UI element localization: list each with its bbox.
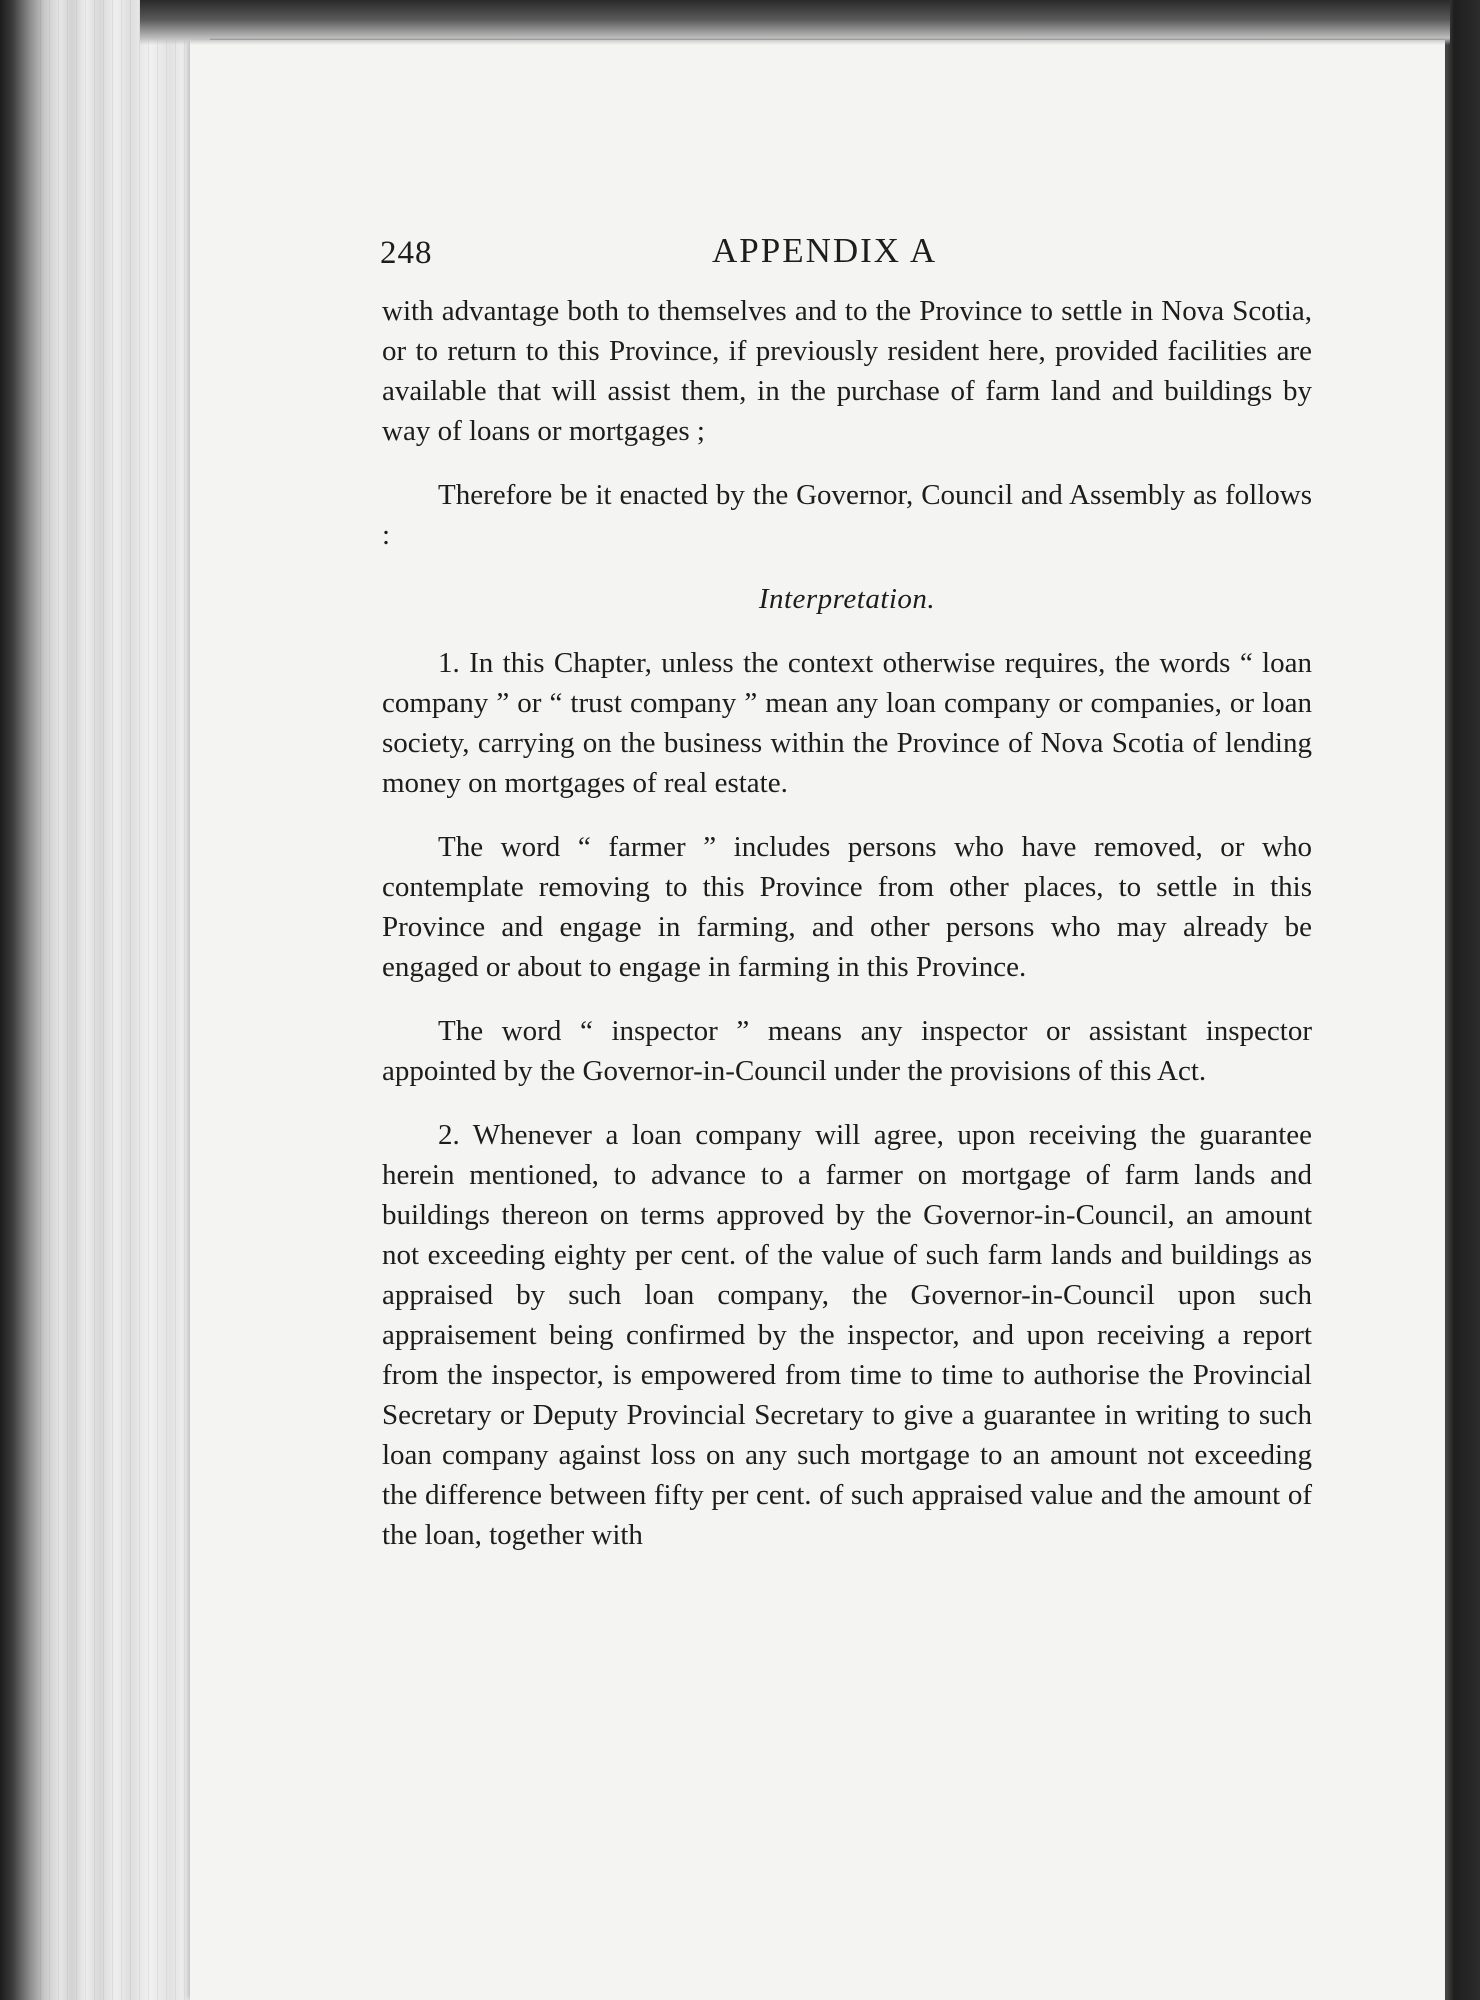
- book-gutter-right: [1440, 0, 1480, 2000]
- page-header: [382, 225, 1312, 285]
- closed-pages-edge: [0, 0, 210, 2000]
- paragraph-continuation: with advantage both to themselves and to the Province to settle in Nova Scotia, or to return to this Province, if previously resident here, provided facilities are available that will assist them, in the purchase of farm land and buildings by way of loans or mortgages ;: [382, 295, 1312, 447]
- page-edge-lines: [40, 0, 210, 2000]
- top-shadow: [140, 0, 1450, 45]
- paragraph-section-2: 2. Whenever a loan company will agree, upon receiving the guarantee herein mentioned, to advance to a farmer on mortgage of farm lands and buildings thereon on terms approved by the Governor-in-Council, an amount not exceeding eighty per cent. of the value of such farm lands and buildings as appraised by such loan company, the Governor-in-Council upon such appraisement being confirmed by the inspector, and upon receiving a report from the inspector, is empowered from time to time to authorise the Provincial Secretary or Deputy Provincial Secretary to give a guarantee in writing to such loan company against loss on any such mortgage to an amount not exceeding the difference between fifty per cent. of such appraised value and the amount of the loan, together with: [382, 1119, 1312, 1551]
- running-head: APPENDIX A: [712, 231, 938, 270]
- page-number: 248: [380, 235, 433, 271]
- paragraph-section-1: 1. In this Chapter, unless the context otherwise requires, the words “ loan company ” or “ trust company ” mean any loan company or companies, or loan society, carrying on the business within the Province of Nova Scotia of lending money on mortgages of real estate.: [382, 647, 1312, 799]
- section-heading: Interpretation.: [758, 583, 936, 615]
- paragraph-enacting-clause: Therefore be it enacted by the Governor, Council and Assembly as follows :: [382, 479, 1312, 551]
- paragraph-farmer-definition: The word “ farmer ” includes persons who have removed, or who contemplate removing to this Province from other places, to settle in this Province and engage in farming, and other persons who may already be engaged or about to engage in farming in this Province.: [382, 831, 1312, 983]
- page-text: [382, 225, 1312, 1579]
- paragraph-inspector-definition: The word “ inspector ” means any inspector or assistant inspector appointed by the Governor-in-Council under the provisions of this Act.: [382, 1015, 1312, 1087]
